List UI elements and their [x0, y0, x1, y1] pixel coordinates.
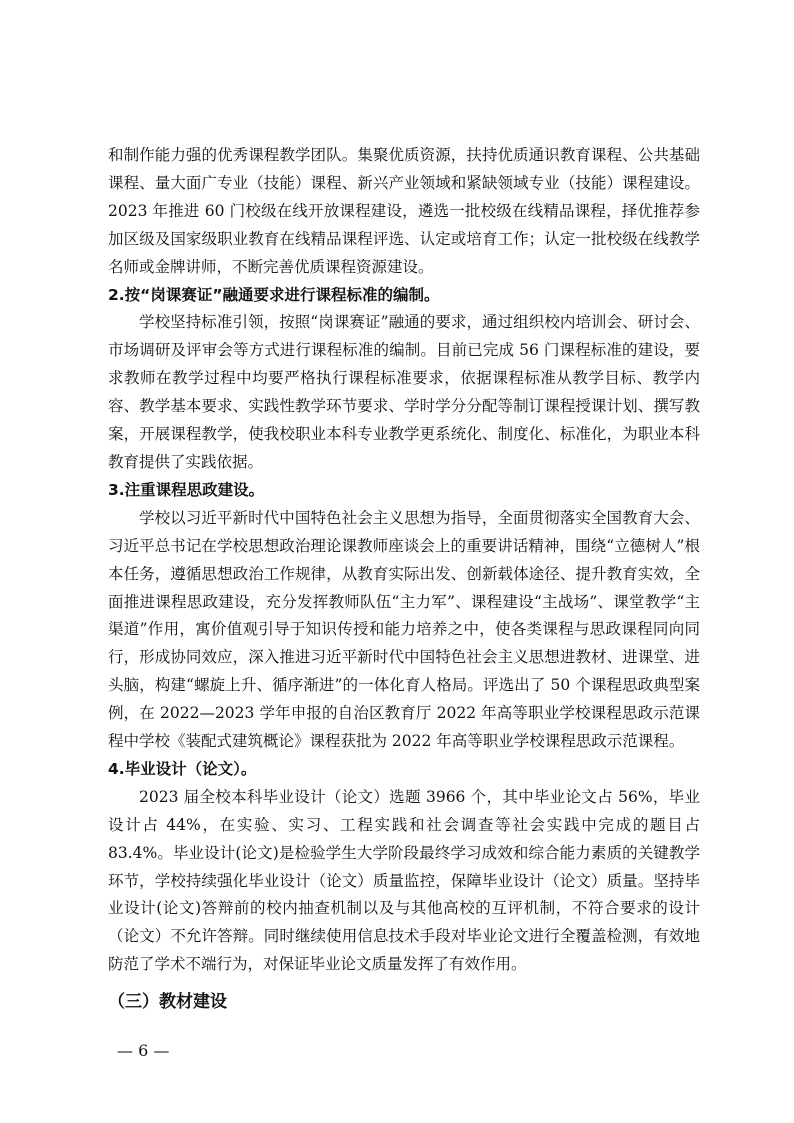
paragraph-course-standards: 学校坚持标准引领，按照“岗课赛证”融通的要求，通过组织校内培训会、研讨会、市场调研及评审会等方式进行课程标准的编制。目前已完成 56 门课程标准的建设，要求教师在教学过程中均要严格执行课程标准要求，依据课程标准从教学目标、教学内容、教学基本要求、实践性教学环节要求、学时学分分配等制订课程授课计划、撰写教案，开展课程教学，使我校职业本科专业教学更系统化、制度化、标准化，为职业本科教育提供了实践依据。: [108, 313, 700, 471]
paragraph-graduation-design: 2023 届全校本科毕业设计（论文）选题 3966 个，其中毕业论文占 56%，毕业设计占 44%，在实验、实习、工程实践和社会调查等社会实践中完成的题目占 83.4%。毕业设计(论文)是检验学生大学阶段最终学习成效和综合能力素质的关键教学环节，学校持续强化毕业设计（论文）质量监控，保障毕业设计（论文）质量。坚持毕业设计(论文)答辩前的校内抽查机制以及与其他高校的互评机制，不符合要求的设计（论文）不允许答辩。同时继续使用信息技术手段对毕业论文进行全覆盖检测，有效地防范了学术不端行为，对保证毕业论文质量发挥了有效作用。: [108, 787, 700, 974]
heading-graduation-design: 4.毕业设计（论文）。: [108, 759, 257, 778]
heading-ideological-courses: 3.注重课程思政建设。: [108, 480, 265, 499]
document-body: [108, 142, 700, 1017]
page-number: — 6 —: [117, 1041, 170, 1060]
paragraph-course-team: 和制作能力强的优秀课程教学团队。集聚优质资源，扶持优质通识教育课程、公共基础课程、量大面广专业（技能）课程、新兴产业领域和紧缺领域专业（技能）课程建设。2023 年推进 60 门校级在线开放课程建设，遴选一批校级在线精品课程，择优推荐参加区级及国家级职业教育在线精品课程评选、认定或培育工作；认定一批校级在线教学名师或金牌讲师，不断完善优质课程资源建设。: [108, 146, 700, 276]
paragraph-ideological-courses: 学校以习近平新时代中国特色社会主义思想为指导，全面贯彻落实全国教育大会、习近平总书记在学校思想政治理论课教师座谈会上的重要讲话精神，围绕“立德树人”根本任务，遵循思想政治工作规律，从教育实际出发、创新载体途径、提升教育实效，全面推进课程思政建设，充分发挥教师队伍“主力军”、课程建设“主战场”、课堂教学“主渠道”作用，寓价值观引导于知识传授和能力培养之中，使各类课程与思政课程同向同行，形成协同效应，深入推进习近平新时代中国特色社会主义思想进教材、进课堂、进头脑，构建“螺旋上升、循序渐进”的一体化育人格局。评选出了 50 个课程思政典型案例，在 2022—2023 学年申报的自治区教育厅 2022 年高等职业学校课程思政示范课程中学校《装配式建筑概论》课程获批为 2022 年高等职业学校课程思政示范课程。: [108, 508, 700, 751]
heading-course-standards: 2.按“岗课赛证”融通要求进行课程标准的编制。: [108, 285, 440, 304]
section-title-textbook: （三）教材建设: [108, 992, 227, 1013]
